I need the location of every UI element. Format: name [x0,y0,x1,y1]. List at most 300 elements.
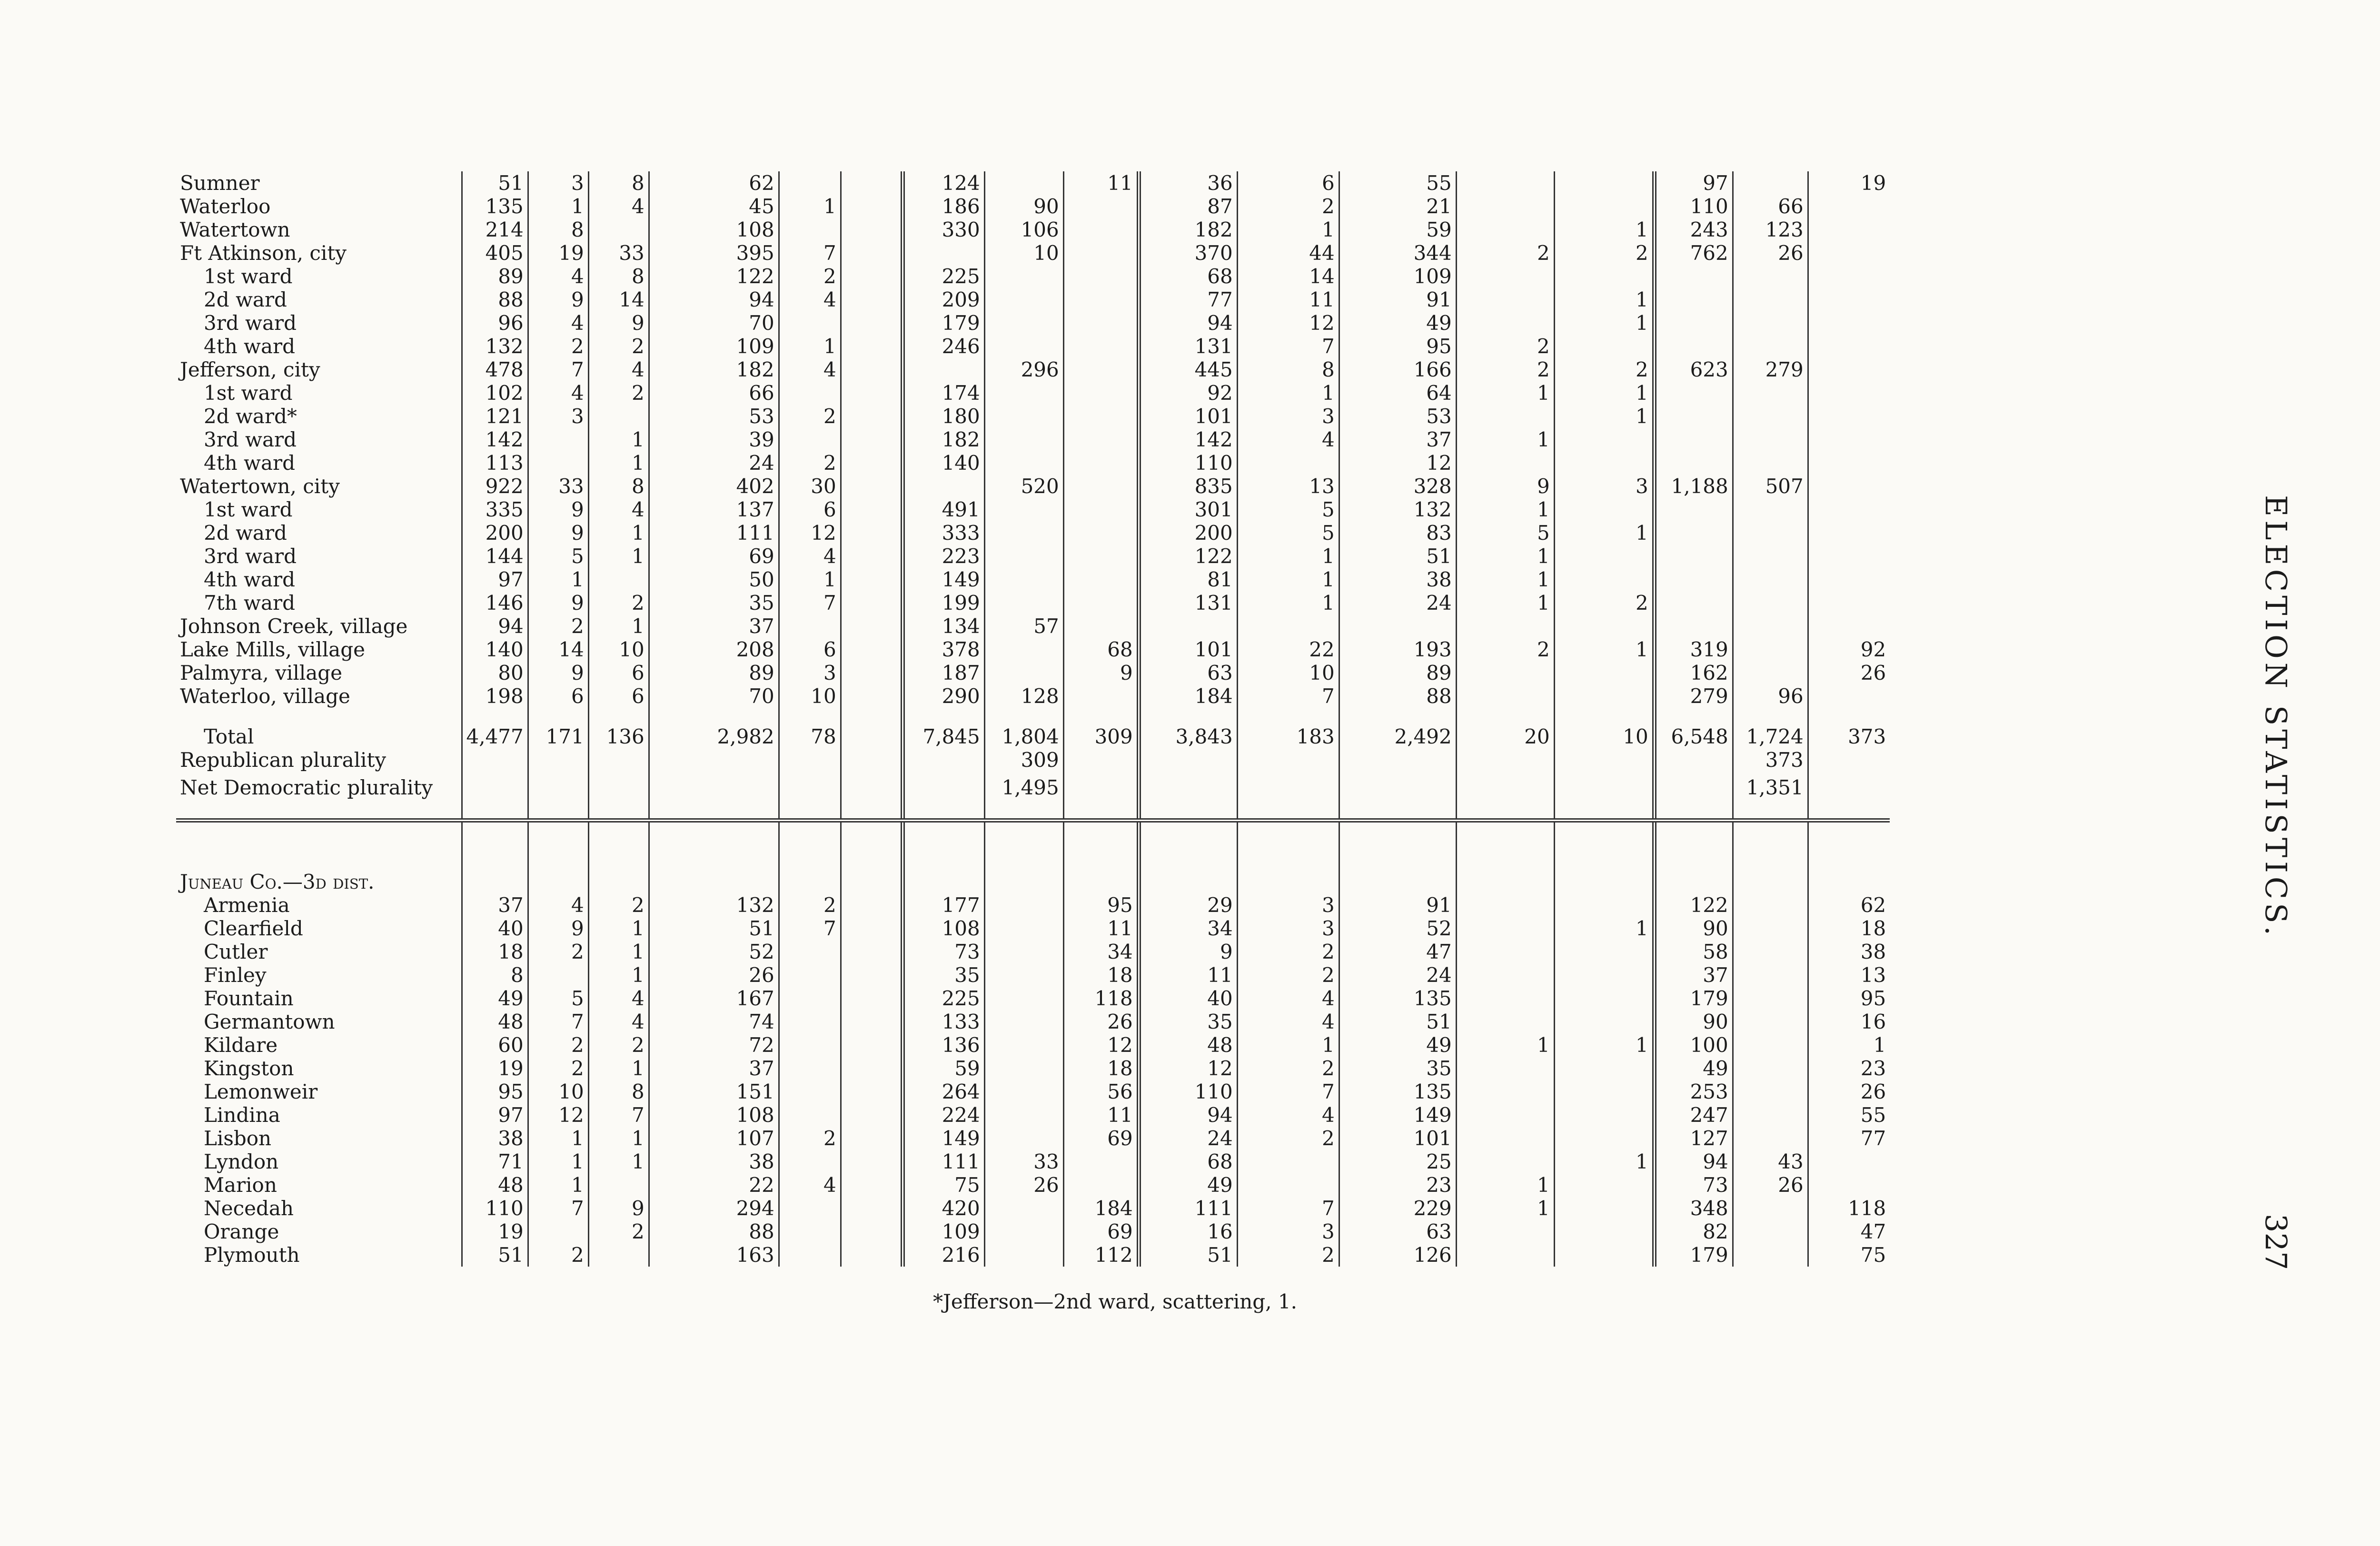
vote-cell: 48 [462,1010,528,1033]
vote-cell: 1,495 [984,772,1063,799]
row-label: Watertown, city [180,475,340,498]
row-label: Necedah [204,1197,294,1220]
vote-cell: 134 [902,614,984,638]
vote-cell: 135 [1339,1080,1456,1103]
vote-cell: 68 [1139,1150,1237,1173]
vote-cell [1456,288,1554,311]
row-label: Lindina [204,1103,280,1127]
vote-cell: 4 [588,358,649,381]
vote-cell: 1 [588,521,649,545]
vote-cell: 4 [779,1173,841,1197]
vote-cell: 19 [1808,171,1890,195]
vote-cell [1237,614,1339,638]
vote-cell: 1 [1554,1033,1654,1057]
vote-cell: 38 [1339,568,1456,591]
vote-cell: 835 [1139,475,1237,498]
vote-cell [1456,684,1554,708]
vote-cell [1654,451,1733,475]
vote-cell [1554,684,1654,708]
vote-cell [1063,265,1139,288]
vote-cell [1733,568,1808,591]
vote-cell: 174 [902,381,984,405]
vote-cell: 2 [588,591,649,614]
vote-cell [1554,963,1654,987]
vote-cell: 135 [1339,987,1456,1010]
table-spacer [176,708,1890,725]
vote-cell: 82 [1654,1220,1733,1243]
vote-cell: 8 [528,218,588,241]
spacer-cell [1654,799,1733,821]
vote-cell: 1 [1554,381,1654,405]
vote-cell: 335 [462,498,528,521]
row-label: Plymouth [204,1243,300,1267]
vote-cell [841,638,902,661]
vote-cell: 6,548 [1654,725,1733,748]
vote-cell: 1 [528,1173,588,1197]
vote-cell [1733,1033,1808,1057]
vote-cell [984,963,1063,987]
vote-cell: 8 [588,171,649,195]
vote-cell: 2 [1456,241,1554,265]
vote-cell: 11 [1139,963,1237,987]
table-row [176,1033,1890,1057]
vote-cell: 88 [462,288,528,311]
vote-cell [841,614,902,638]
vote-cell: 63 [1339,1220,1456,1243]
vote-cell: 108 [649,1103,779,1127]
vote-cell: 62 [1808,893,1890,917]
vote-cell [1456,1080,1554,1103]
vote-cell: 1 [1456,1173,1554,1197]
table-row [176,288,1890,311]
vote-cell [841,1127,902,1150]
vote-cell: 1 [588,940,649,963]
vote-cell: 186 [902,195,984,218]
vote-cell: 18 [1063,1057,1139,1080]
table-row [176,405,1890,428]
vote-cell: 2 [779,893,841,917]
vote-cell: 162 [1654,661,1733,684]
vote-cell [1456,1103,1554,1127]
vote-cell [841,591,902,614]
vote-cell: 38 [462,1127,528,1150]
vote-cell: 94 [1139,311,1237,335]
vote-cell [1063,1150,1139,1173]
table-row [176,381,1890,405]
vote-cell [1733,311,1808,335]
vote-cell [1063,335,1139,358]
vote-cell [1654,498,1733,521]
vote-cell: 4 [588,498,649,521]
spacer-cell [1237,821,1339,871]
row-label: Fountain [204,987,294,1010]
vote-cell: 166 [1339,358,1456,381]
vote-cell [984,545,1063,568]
vote-cell [984,1033,1063,1057]
vote-cell [1733,893,1808,917]
vote-cell: 1 [588,428,649,451]
vote-cell: 43 [1733,1150,1808,1173]
vote-cell: 7 [779,917,841,940]
vote-cell: 38 [1808,940,1890,963]
vote-cell: 110 [1139,451,1237,475]
vote-cell [841,241,902,265]
table-row [176,591,1890,614]
spacer-cell [462,821,528,871]
vote-cell: 184 [1139,684,1237,708]
vote-cell: 199 [902,591,984,614]
vote-cell: 309 [1063,725,1139,748]
vote-cell: 2 [588,1033,649,1057]
vote-cell: 1,188 [1654,475,1733,498]
vote-cell: 66 [1733,195,1808,218]
vote-cell [1808,684,1890,708]
spacer-cell [1654,708,1733,725]
vote-cell: 2 [588,381,649,405]
vote-cell [984,1220,1063,1243]
vote-cell [1339,772,1456,799]
table-row [176,451,1890,475]
vote-cell: 1 [1554,288,1654,311]
vote-cell: 6 [588,661,649,684]
vote-cell [1063,381,1139,405]
vote-cell [841,405,902,428]
vote-cell: 762 [1654,241,1733,265]
vote-cell: 90 [984,195,1063,218]
vote-cell [1063,684,1139,708]
vote-cell [841,545,902,568]
vote-cell [984,1127,1063,1150]
vote-cell: 30 [779,475,841,498]
row-label: Juneau Co.—3d dist. [180,870,375,893]
spacer-cell [1733,799,1808,821]
vote-cell: 7 [1237,1080,1339,1103]
spacer-cell [528,799,588,821]
vote-cell: 124 [902,171,984,195]
vote-cell: 26 [649,963,779,987]
table-row [176,335,1890,358]
vote-cell [984,638,1063,661]
vote-cell [1733,1220,1808,1243]
vote-cell: 2 [1237,1127,1339,1150]
vote-cell: 2,982 [649,725,779,748]
vote-cell: 123 [1733,218,1808,241]
vote-cell: 2 [588,893,649,917]
vote-cell [1654,381,1733,405]
vote-cell [588,1243,649,1267]
vote-cell [779,381,841,405]
vote-cell: 9 [528,661,588,684]
vote-cell: 113 [462,451,528,475]
vote-cell [1654,545,1733,568]
spacer-cell [984,708,1063,725]
vote-cell: 7,845 [902,725,984,748]
vote-cell [984,870,1063,893]
vote-cell [528,1220,588,1243]
vote-cell [841,288,902,311]
vote-cell: 4 [1237,987,1339,1010]
vote-cell [984,405,1063,428]
vote-cell: 373 [1733,748,1808,772]
spacer-cell [1733,821,1808,871]
row-label: Kildare [204,1033,278,1057]
vote-cell: 3 [528,171,588,195]
vote-cell [1733,1243,1808,1267]
vote-cell [1456,940,1554,963]
vote-cell: 142 [462,428,528,451]
vote-cell [1808,241,1890,265]
vote-cell [841,195,902,218]
vote-cell: 77 [1139,288,1237,311]
vote-cell: 56 [1063,1080,1139,1103]
vote-cell [984,451,1063,475]
vote-cell [841,987,902,1010]
vote-cell: 225 [902,987,984,1010]
vote-cell: 183 [1237,725,1339,748]
table-row [176,1150,1890,1173]
spacer-cell [1139,799,1237,821]
table-rule [176,799,1890,821]
vote-cell: 80 [462,661,528,684]
vote-cell [984,288,1063,311]
table-row [176,475,1890,498]
table-row [176,568,1890,591]
vote-cell: 1 [528,1150,588,1173]
row-label: Clearfield [204,917,303,940]
vote-cell [902,772,984,799]
row-label: Waterloo [180,195,271,218]
vote-cell: 37 [649,614,779,638]
vote-cell [1339,614,1456,638]
vote-cell [841,940,902,963]
vote-cell: 51 [1339,545,1456,568]
table-row [176,171,1890,195]
vote-cell: 72 [649,1033,779,1057]
row-label: 1st ward [204,381,293,405]
vote-cell: 9 [1139,940,1237,963]
vote-cell: 4 [588,195,649,218]
vote-cell [902,358,984,381]
vote-cell: 47 [1808,1220,1890,1243]
vote-cell: 112 [1063,1243,1139,1267]
spacer-cell [1339,708,1456,725]
vote-cell [1733,428,1808,451]
vote-cell [841,475,902,498]
vote-cell: 68 [1139,265,1237,288]
vote-cell [649,870,779,893]
vote-cell [1456,311,1554,335]
vote-cell [902,475,984,498]
table-row [176,1010,1890,1033]
vote-cell [1139,614,1237,638]
spacer-cell [779,799,841,821]
spacer-cell [1554,821,1654,871]
vote-cell [462,772,528,799]
vote-cell [779,1080,841,1103]
vote-cell [841,451,902,475]
vote-cell [984,171,1063,195]
vote-cell: 8 [588,475,649,498]
vote-cell: 3 [1237,917,1339,940]
vote-cell [841,893,902,917]
vote-cell: 1 [1456,1033,1554,1057]
vote-cell: 4 [588,1010,649,1033]
vote-cell: 73 [902,940,984,963]
vote-cell: 34 [1139,917,1237,940]
vote-cell: 2 [528,614,588,638]
vote-cell: 22 [1237,638,1339,661]
vote-cell: 97 [1654,171,1733,195]
table-row [176,498,1890,521]
vote-cell [1654,870,1733,893]
row-label: 2d ward [204,521,287,545]
vote-cell: 49 [462,987,528,1010]
vote-cell: 4 [1237,428,1339,451]
vote-cell: 69 [1063,1127,1139,1150]
vote-cell: 39 [649,428,779,451]
vote-cell [1063,748,1139,772]
vote-cell [1063,591,1139,614]
vote-cell [1456,661,1554,684]
spacer-cell [902,799,984,821]
vote-cell [1456,1010,1554,1033]
vote-cell [1063,521,1139,545]
vote-cell: 370 [1139,241,1237,265]
vote-cell [1808,1150,1890,1173]
vote-cell: 128 [984,684,1063,708]
vote-cell [1554,1220,1654,1243]
vote-cell: 2 [528,1057,588,1080]
vote-cell: 1 [1554,405,1654,428]
vote-cell: 18 [1063,963,1139,987]
vote-cell [1554,893,1654,917]
vote-cell: 4,477 [462,725,528,748]
vote-cell: 445 [1139,358,1237,381]
vote-cell: 26 [1808,1080,1890,1103]
vote-cell [1733,591,1808,614]
vote-cell [984,1057,1063,1080]
vote-cell [779,1033,841,1057]
row-label: 4th ward [204,568,295,591]
vote-cell: 9 [588,311,649,335]
vote-cell [984,428,1063,451]
vote-cell [588,1173,649,1197]
vote-cell: 187 [902,661,984,684]
spacer-cell [779,821,841,871]
row-label: Lisbon [204,1127,272,1150]
vote-cell [1654,568,1733,591]
vote-cell: 140 [462,638,528,661]
vote-cell [1733,171,1808,195]
vote-cell [902,241,984,265]
vote-cell [841,358,902,381]
vote-cell: 97 [462,1103,528,1127]
vote-cell: 1 [1554,917,1654,940]
spacer-cell [176,799,462,821]
vote-cell: 24 [1139,1127,1237,1150]
vote-cell: 73 [1654,1173,1733,1197]
vote-cell: 35 [1339,1057,1456,1080]
vote-cell [902,748,984,772]
vote-cell: 4 [528,381,588,405]
vote-cell: 184 [1063,1197,1139,1220]
vote-cell [779,171,841,195]
table-row [176,725,1890,748]
vote-cell [984,311,1063,335]
row-label: Germantown [204,1010,335,1033]
vote-cell: 4 [528,893,588,917]
spacer-cell [1139,708,1237,725]
vote-cell [1808,288,1890,311]
vote-cell [528,772,588,799]
vote-cell: 9 [588,1197,649,1220]
vote-cell: 151 [649,1080,779,1103]
spacer-cell [588,799,649,821]
vote-cell [1808,428,1890,451]
row-label: 4th ward [204,335,295,358]
vote-cell: 89 [462,265,528,288]
vote-cell [1654,748,1733,772]
vote-cell: 216 [902,1243,984,1267]
vote-cell: 36 [1139,171,1237,195]
vote-cell: 2 [1237,1243,1339,1267]
vote-cell [1063,405,1139,428]
vote-cell: 179 [902,311,984,335]
vote-cell: 2 [528,335,588,358]
vote-cell: 1 [528,568,588,591]
row-label: Kingston [204,1057,294,1080]
vote-cell [779,1057,841,1080]
vote-cell: 48 [1139,1033,1237,1057]
vote-cell [779,1150,841,1173]
vote-cell [1808,614,1890,638]
vote-cell [1654,772,1733,799]
table-row [176,1080,1890,1103]
vote-cell: 171 [528,725,588,748]
vote-cell [841,917,902,940]
vote-cell: 96 [462,311,528,335]
vote-cell: 90 [1654,1010,1733,1033]
row-label: 3rd ward [204,428,297,451]
vote-cell: 7 [528,1010,588,1033]
vote-cell [1554,661,1654,684]
vote-cell [1808,311,1890,335]
vote-cell: 40 [1139,987,1237,1010]
vote-cell: 131 [1139,335,1237,358]
vote-cell [841,1220,902,1243]
vote-cell: 38 [649,1150,779,1173]
vote-cell [841,870,902,893]
vote-cell: 95 [1339,335,1456,358]
vote-cell: 149 [1339,1103,1456,1127]
vote-cell: 264 [902,1080,984,1103]
vote-cell [841,1080,902,1103]
vote-cell [1733,405,1808,428]
vote-cell: 2 [779,265,841,288]
vote-cell: 14 [588,288,649,311]
vote-cell: 122 [1654,893,1733,917]
vote-cell [1554,987,1654,1010]
vote-cell: 118 [1808,1197,1890,1220]
vote-cell [1733,1103,1808,1127]
row-label: Cutler [204,940,268,963]
spacer-cell [588,708,649,725]
vote-cell: 330 [902,218,984,241]
vote-cell: 167 [649,987,779,1010]
vote-cell [841,335,902,358]
spacer-cell [902,821,984,871]
vote-cell: 6 [1237,171,1339,195]
